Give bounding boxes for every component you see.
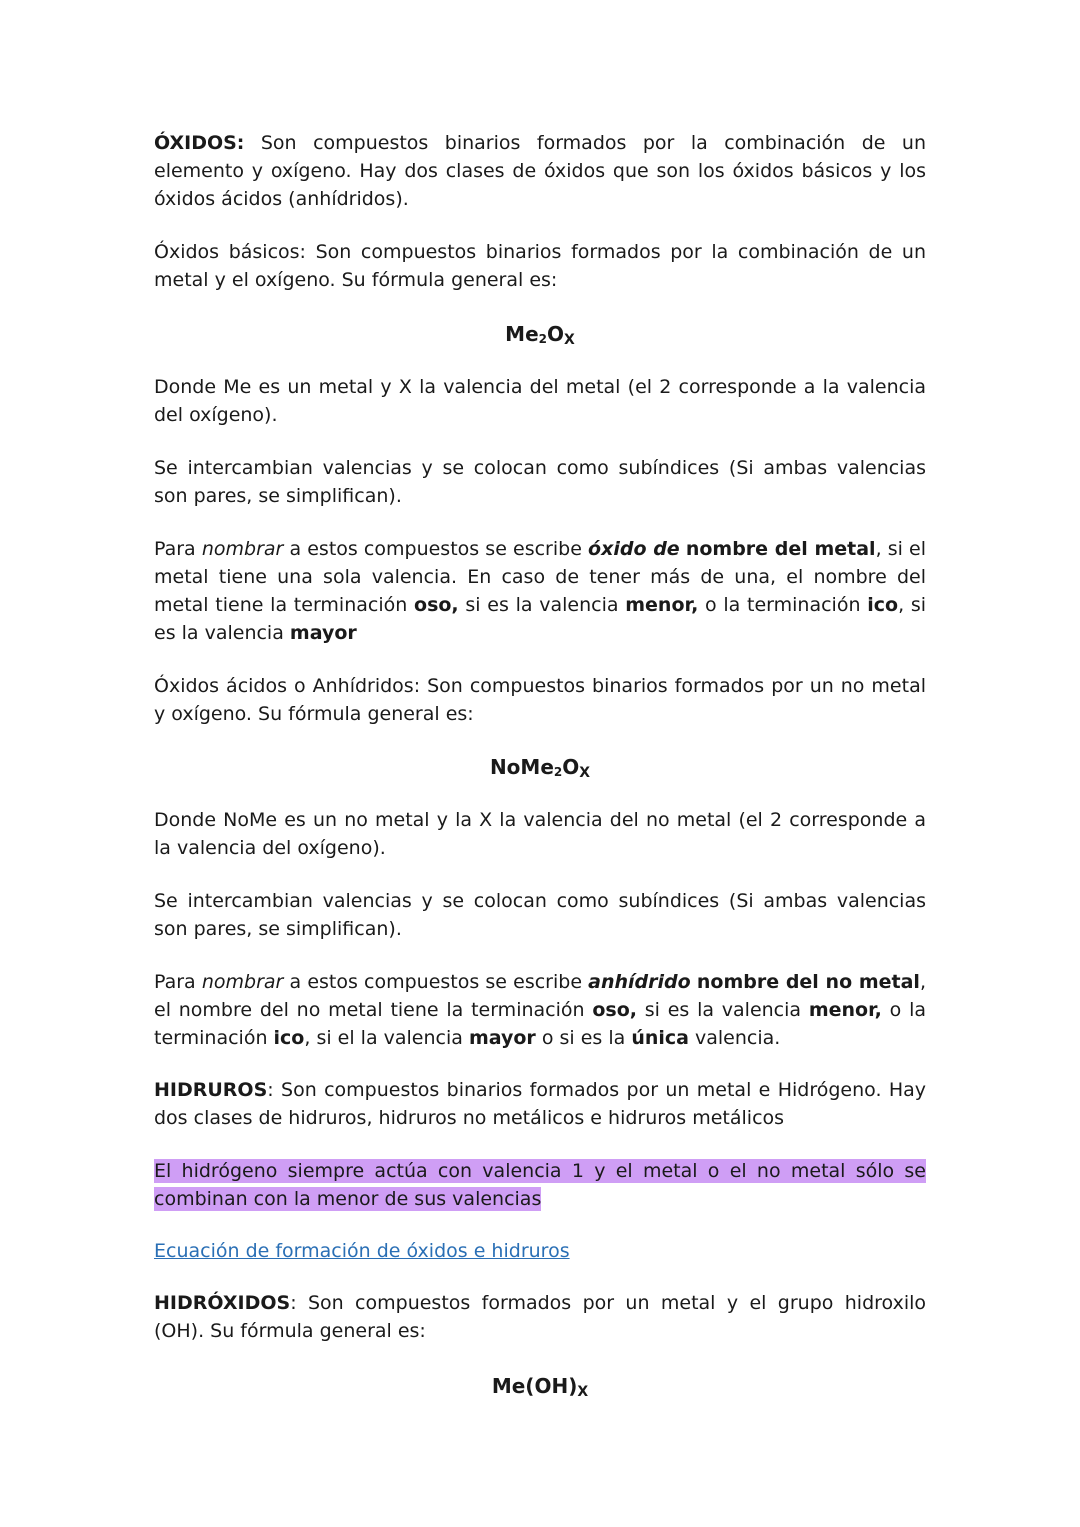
- oxidos-basicos-intro: Óxidos básicos: Son compuestos binarios formados por la combinación de un metal y el oxígeno. Su fórmula general es:: [154, 241, 926, 291]
- oxidos-acidos-intro: Óxidos ácidos o Anhídridos: Son compuestos binarios formados por un no metal y oxígeno. Su fórmula general es:: [154, 675, 926, 725]
- oxidos-acidos-donde: Donde NoMe es un no metal y la X la valencia del no metal (el 2 corresponde a la valencia del oxígeno).: [154, 809, 926, 859]
- formula-oxygen: O: [562, 755, 580, 779]
- oxidos-acidos-intercambio: Se intercambian valencias y se colocan como subíndices (Si ambas valencias son pares, se simplifican).: [154, 890, 926, 940]
- hidruros-text: : Son compuestos binarios formados por un metal e Hidrógeno. Hay dos clases de hidruros, hidruros no metálicos e hidruros metálicos: [154, 1079, 926, 1129]
- highlighted-note: El hidrógeno siempre actúa con valencia 1 y el metal o el no metal sólo se combinan con la menor de sus valencias: [154, 1160, 926, 1210]
- oxidos-heading: ÓXIDOS:: [154, 132, 245, 154]
- nombrar-italic: nombrar: [201, 971, 284, 993]
- formula-oxygen: O: [547, 322, 565, 346]
- oxidos-basicos-nombrar: Para nombrar a estos compuestos se escribe óxido de nombre del metal, si el metal tiene una sola valencia. En caso de tener más de una, el nombre del metal tiene la terminación oso, si es la valencia menor, o la terminación ico, si es la valencia mayor: [154, 538, 927, 644]
- hidruros-heading: HIDRUROS: [154, 1079, 268, 1101]
- ecuacion-formacion-link[interactable]: Ecuación de formación de óxidos e hidruros: [154, 1240, 570, 1262]
- oxido-de-bold: óxido de: [588, 538, 680, 560]
- oxidos-basicos-formula: [154, 320, 926, 354]
- nombre-del-metal-bold: nombre del metal: [685, 538, 876, 560]
- oxidos-acidos-nombrar: Para nombrar a estos compuestos se escribe anhídrido nombre del no metal, el nombre del no metal tiene la terminación oso, si es la valencia menor, o la terminación ico, si el la valencia mayor o si es la única valencia.: [154, 971, 927, 1049]
- anhidrido-bold: anhídrido: [588, 971, 691, 993]
- hidroxidos-heading: HIDRÓXIDOS: [154, 1292, 291, 1314]
- formula-base: Me(OH): [491, 1374, 578, 1398]
- formula-subscript: 2: [553, 765, 563, 779]
- hidruros-paragraph: [154, 1076, 926, 1132]
- formula-subscript: 2: [538, 332, 547, 346]
- hidroxidos-text: : Son compuestos formados por un metal y el grupo hidroxilo (OH). Su fórmula general es:: [154, 1292, 926, 1342]
- hidroxidos-formula: [154, 1372, 926, 1406]
- formula-base: Me: [505, 322, 539, 346]
- oxidos-basicos-donde: Donde Me es un metal y X la valencia del metal (el 2 corresponde a la valencia del oxígeno).: [154, 376, 926, 426]
- hidroxidos-paragraph: [154, 1289, 926, 1345]
- hidruros-note: [154, 1157, 926, 1213]
- oxidos-intro-text: Son compuestos binarios formados por la combinación de un elemento y oxígeno. Hay dos clases de óxidos que son los óxidos básicos y los óxidos ácidos (anhídridos).: [154, 132, 926, 210]
- formula-x: X: [579, 765, 591, 781]
- oxidos-basicos-intercambio: Se intercambian valencias y se colocan como subíndices (Si ambas valencias son pares, se simplifican).: [154, 457, 926, 507]
- nombrar-italic: nombrar: [201, 538, 284, 560]
- nombre-del-no-metal-bold: nombre del no metal: [696, 971, 920, 993]
- formula-x: X: [564, 332, 575, 348]
- oxidos-intro-paragraph: [154, 129, 926, 213]
- oxidos-acidos-formula: [154, 753, 926, 787]
- formula-base: NoMe: [489, 755, 554, 779]
- link-paragraph: [154, 1237, 926, 1265]
- formula-x: X: [577, 1384, 589, 1400]
